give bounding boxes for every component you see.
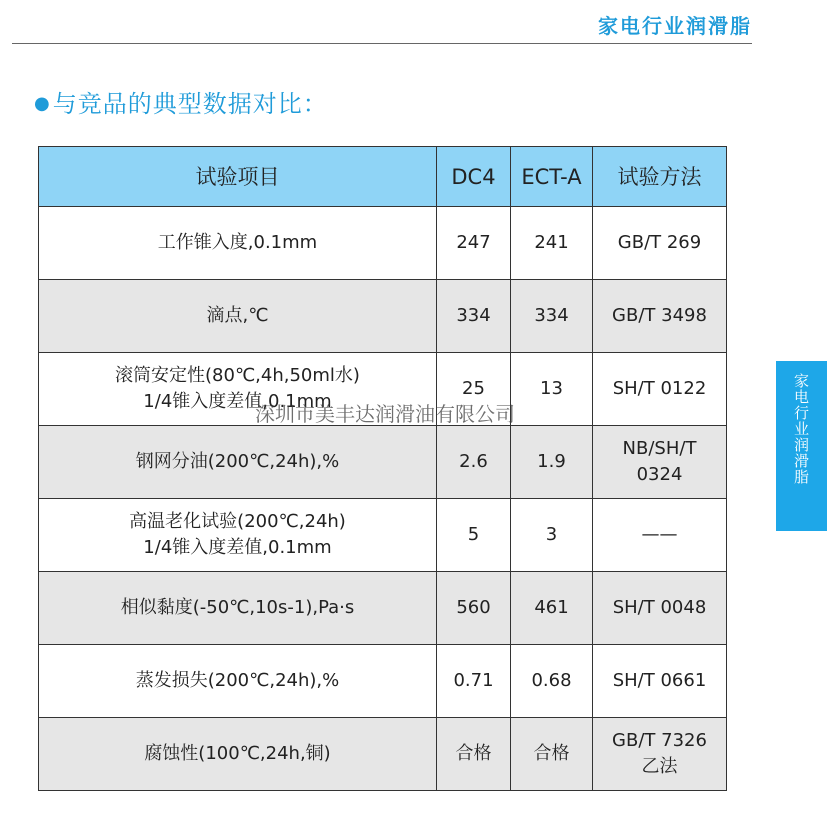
table-body <box>39 207 727 791</box>
ect-a-cell: 0.68 <box>511 645 593 718</box>
table-row <box>39 207 727 280</box>
dc4-cell: 合格 <box>437 718 511 791</box>
table-row <box>39 426 727 499</box>
dc4-cell: 560 <box>437 572 511 645</box>
method-cell-line: SH/T 0122 <box>612 378 707 399</box>
dc4-cell: 247 <box>437 207 511 280</box>
table-row <box>39 499 727 572</box>
header-divider <box>12 43 752 44</box>
item-cell <box>39 572 437 645</box>
side-tab[interactable] <box>776 361 827 531</box>
item-cell <box>39 207 437 280</box>
method-cell-line: GB/T 3498 <box>612 305 707 326</box>
table-row <box>39 718 727 791</box>
table-row <box>39 280 727 353</box>
item-cell <box>39 645 437 718</box>
item-cell-line: 工作锥入度,0.1mm <box>157 232 318 253</box>
item-cell-line: 腐蚀性(100℃,24h,铜) <box>144 743 331 764</box>
section-title <box>34 84 328 119</box>
item-cell-line: 高温老化试验(200℃,24h) <box>129 511 346 532</box>
dc4-cell: 5 <box>437 499 511 572</box>
method-cell <box>593 572 727 645</box>
section-title-text: 与竞品的典型数据对比： <box>52 90 328 118</box>
item-cell-line: 1/4锥入度差值,0.1mm <box>143 537 332 558</box>
column-header-method: 试验方法 <box>593 147 727 207</box>
header-title: 家电行业润滑脂 <box>598 14 752 38</box>
ect-a-cell: 1.9 <box>511 426 593 499</box>
item-cell-line: 相似黏度(-50℃,10s-1),Pa·s <box>120 597 355 618</box>
method-cell <box>593 353 727 426</box>
item-cell <box>39 718 437 791</box>
dc4-cell: 2.6 <box>437 426 511 499</box>
method-cell-line: NB/SH/T <box>622 438 697 459</box>
item-cell-line: 钢网分油(200℃,24h),% <box>135 451 340 472</box>
item-cell-line: 滴点,℃ <box>206 305 269 326</box>
method-cell-line: GB/T 7326 <box>612 730 707 751</box>
item-cell <box>39 499 437 572</box>
bullet-icon: ● <box>34 93 51 114</box>
ect-a-cell: 3 <box>511 499 593 572</box>
item-cell <box>39 280 437 353</box>
method-cell <box>593 718 727 791</box>
item-cell-line: 1/4锥入度差值,0.1mm <box>143 391 332 412</box>
method-cell <box>593 645 727 718</box>
column-header-ect-a: ECT-A <box>511 147 593 207</box>
method-cell <box>593 426 727 499</box>
method-cell-line: SH/T 0048 <box>612 597 707 618</box>
ect-a-cell: 合格 <box>511 718 593 791</box>
column-header-item: 试验项目 <box>39 147 437 207</box>
ect-a-cell: 241 <box>511 207 593 280</box>
table-row <box>39 645 727 718</box>
item-cell <box>39 426 437 499</box>
method-cell <box>593 207 727 280</box>
dc4-cell: 334 <box>437 280 511 353</box>
item-cell-line: 滚筒安定性(80℃,4h,50ml水) <box>115 365 360 386</box>
column-header-dc4: DC4 <box>437 147 511 207</box>
comparison-table <box>38 146 727 791</box>
ect-a-cell: 13 <box>511 353 593 426</box>
method-cell-line: GB/T 269 <box>617 232 702 253</box>
item-cell-line: 蒸发损失(200℃,24h),% <box>135 670 340 691</box>
method-cell-line: 0324 <box>636 464 683 485</box>
method-cell <box>593 499 727 572</box>
method-cell-line: 乙法 <box>641 756 678 777</box>
dc4-cell: 25 <box>437 353 511 426</box>
method-cell-line: SH/T 0661 <box>612 670 707 691</box>
watermark: 深圳市美丰达润滑油有限公司 <box>255 402 515 426</box>
table-header-row <box>39 147 727 207</box>
ect-a-cell: 461 <box>511 572 593 645</box>
method-cell <box>593 280 727 353</box>
dc4-cell: 0.71 <box>437 645 511 718</box>
table-row <box>39 572 727 645</box>
ect-a-cell: 334 <box>511 280 593 353</box>
method-cell-line: —— <box>641 524 678 545</box>
side-tab-label: 家电行业润滑脂 <box>792 373 810 485</box>
